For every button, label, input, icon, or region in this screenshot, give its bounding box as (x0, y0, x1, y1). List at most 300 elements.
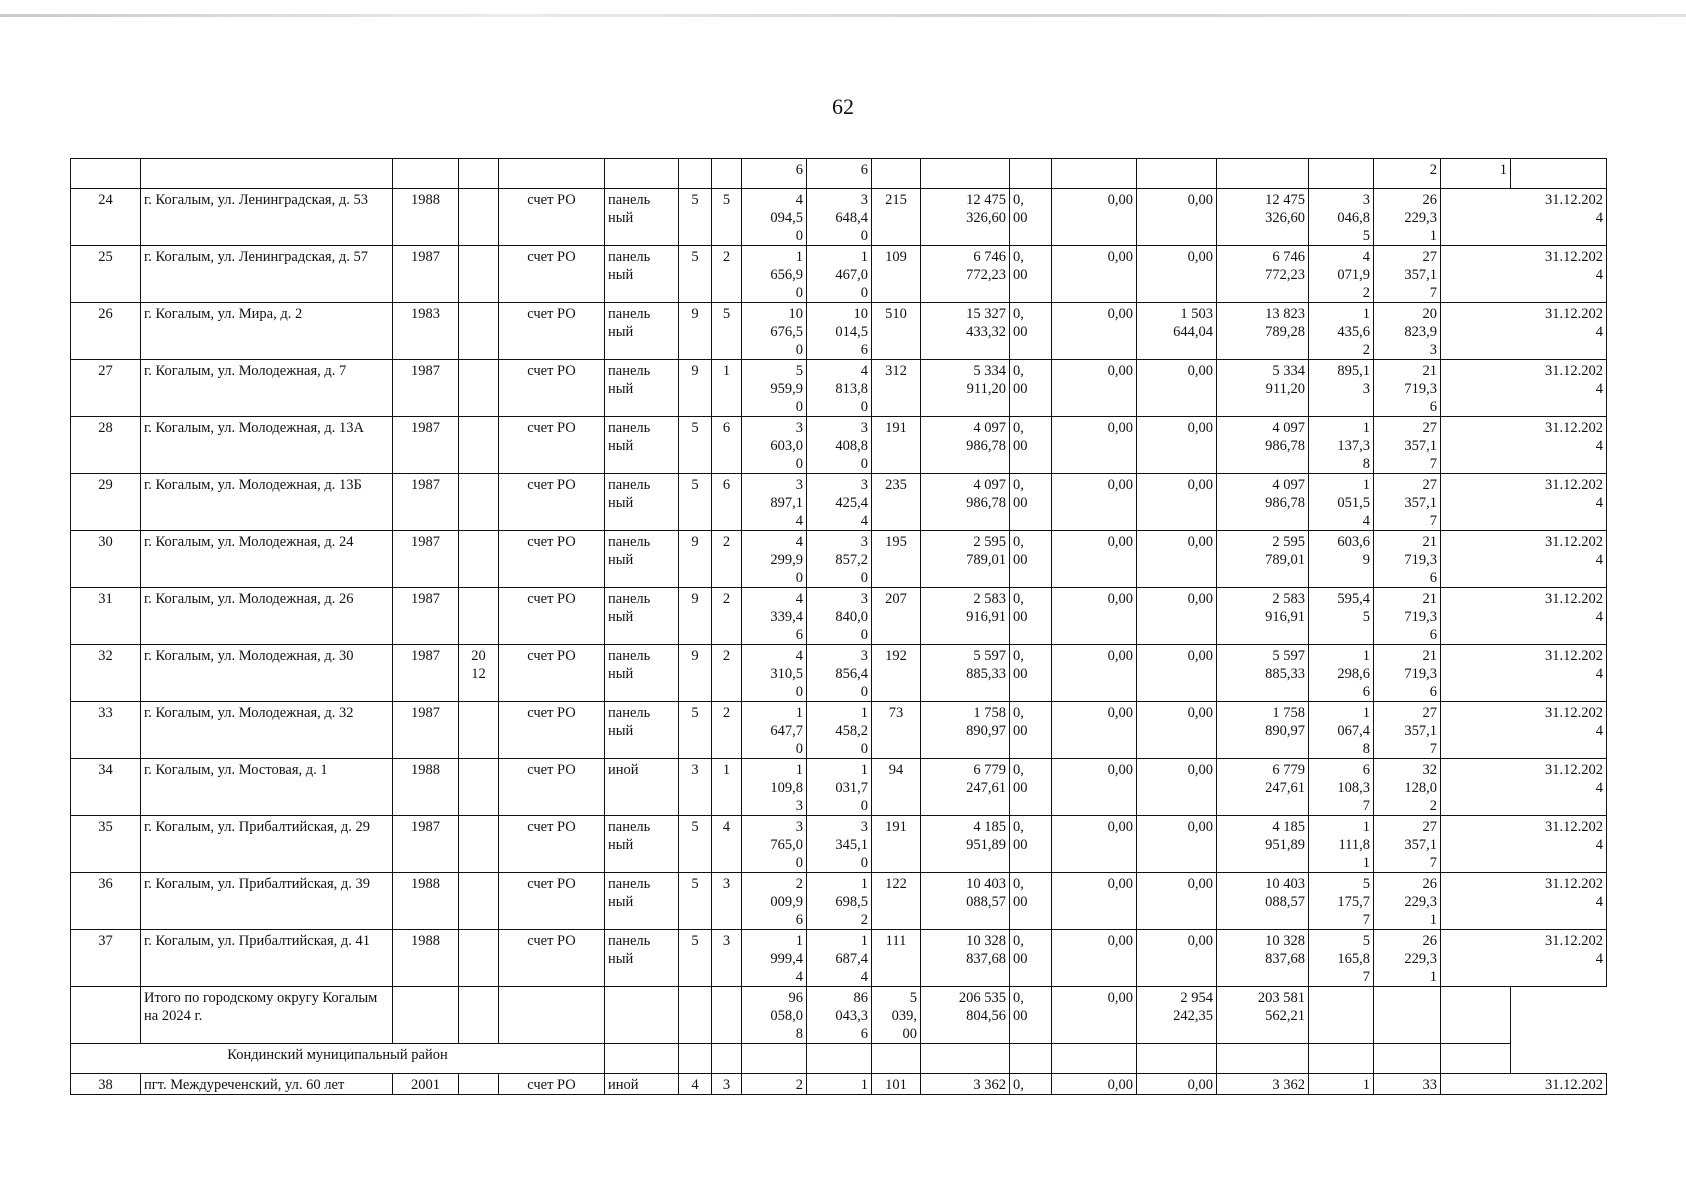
cell (712, 1044, 742, 1074)
cell-v2: 0,00 (1137, 930, 1217, 987)
cell-cost: 10 403 088,57 (921, 873, 1010, 930)
cell-wall: панель ный (605, 474, 679, 531)
cell-wall: панель ный (605, 930, 679, 987)
cell-v2: 0,00 (1137, 531, 1217, 588)
cell-fl: 5 (679, 189, 712, 246)
cell-y2 (459, 474, 499, 531)
cell-v3: 1 758 890,97 (1217, 702, 1309, 759)
cell-v2: 0,00 (1137, 702, 1217, 759)
cell (1137, 1044, 1217, 1074)
cell-year: 1987 (393, 588, 459, 645)
cell-v1: 0,00 (1052, 702, 1137, 759)
cell-v3: 4 185 951,89 (1217, 816, 1309, 873)
cell (71, 987, 141, 1044)
table-row (71, 303, 1607, 360)
cell (499, 987, 605, 1044)
cell-y2 (459, 531, 499, 588)
cell-u2: 26 229,3 1 (1374, 930, 1441, 987)
cell-acc: счет РО (499, 417, 605, 474)
cell-a2: 1 (807, 1074, 872, 1095)
cell-year: 1987 (393, 360, 459, 417)
cell-n: 26 (71, 303, 141, 360)
cell-acc: счет РО (499, 246, 605, 303)
cell-a2: 3 856,4 0 (807, 645, 872, 702)
cell-y2 (459, 189, 499, 246)
cell-year: 1987 (393, 474, 459, 531)
cell-acc: счет РО (499, 759, 605, 816)
cell-n: 30 (71, 531, 141, 588)
cell-fl: 5 (679, 246, 712, 303)
cell-res: 510 (872, 303, 921, 360)
cell-v3: 5 597 885,33 (1217, 645, 1309, 702)
table-row (71, 189, 1607, 246)
cell-u1: 3 046,8 5 (1309, 189, 1374, 246)
cell-year: 1987 (393, 417, 459, 474)
cell-z: 0, 00 (1010, 588, 1052, 645)
cell-fl: 9 (679, 645, 712, 702)
cell-u1: 1 111,8 1 (1309, 816, 1374, 873)
cell-res: 195 (872, 531, 921, 588)
cell-z: 0, 00 (1010, 987, 1052, 1044)
cell-v1: 0,00 (1052, 930, 1137, 987)
cell-cost: 1 758 890,97 (921, 702, 1010, 759)
cell-n: 29 (71, 474, 141, 531)
cell-u1: 5 175,7 7 (1309, 873, 1374, 930)
cell-res: 312 (872, 360, 921, 417)
cell-date: 31.12.202 4 (1441, 588, 1607, 645)
cell-addr: г. Когалым, ул. Молодежная, д. 13Б (141, 474, 393, 531)
cell-cost: 10 328 837,68 (921, 930, 1010, 987)
total-label: Итого по городскому округу Когалым на 2024 г. (141, 987, 393, 1044)
cell-v3: 10 328 837,68 (1217, 930, 1309, 987)
cell-y2 (459, 702, 499, 759)
table-row (71, 873, 1607, 930)
cell-u1: 1 298,6 6 (1309, 645, 1374, 702)
cell-a1: 1 656,9 0 (742, 246, 807, 303)
cell (742, 1044, 807, 1074)
cell (872, 159, 921, 189)
cell-v2: 1 503 644,04 (1137, 303, 1217, 360)
cell-a1: 5 959,9 0 (742, 360, 807, 417)
cell-fl: 5 (679, 930, 712, 987)
cell-res: 215 (872, 189, 921, 246)
cell-year: 1988 (393, 873, 459, 930)
cell-v3: 2 583 916,91 (1217, 588, 1309, 645)
cell-cost: 5 334 911,20 (921, 360, 1010, 417)
cell-v2: 0,00 (1137, 588, 1217, 645)
cell-acc: счет РО (499, 816, 605, 873)
cell (1217, 159, 1309, 189)
cell-v2: 0,00 (1137, 873, 1217, 930)
cell (679, 987, 712, 1044)
cell-u1: 4 071,9 2 (1309, 246, 1374, 303)
cell-acc: счет РО (499, 702, 605, 759)
cell-y2: 20 12 (459, 645, 499, 702)
cell-u2: 27 357,1 7 (1374, 474, 1441, 531)
cell-z: 0, 00 (1010, 246, 1052, 303)
cell-wall: панель ный (605, 816, 679, 873)
cell (712, 159, 742, 189)
cell-v3: 2 595 789,01 (1217, 531, 1309, 588)
cell-en: 3 (712, 1074, 742, 1095)
cell (679, 1044, 712, 1074)
table-row (71, 531, 1607, 588)
cell-wall: панель ный (605, 360, 679, 417)
cell-en: 4 (712, 816, 742, 873)
cell-u1: 895,1 3 (1309, 360, 1374, 417)
table-row (71, 588, 1607, 645)
cell-date: 31.12.202 4 (1441, 873, 1607, 930)
cell-year: 1987 (393, 246, 459, 303)
cell-z: 0, (1010, 1074, 1052, 1095)
section-title: Кондинский муниципальный район (71, 1044, 605, 1074)
cell-en: 2 (712, 702, 742, 759)
cell-wall: панель ный (605, 246, 679, 303)
cell-date: 31.12.202 4 (1441, 816, 1607, 873)
cell-v2: 0,00 (1137, 759, 1217, 816)
cell-date: 31.12.202 4 (1441, 246, 1607, 303)
cell-v1: 0,00 (1052, 645, 1137, 702)
cell-z: 0, 00 (1010, 702, 1052, 759)
cell-v3: 5 334 911,20 (1217, 360, 1309, 417)
table-row (71, 930, 1607, 987)
cell-fl: 5 (679, 702, 712, 759)
cell (1441, 987, 1511, 1044)
table-row (71, 645, 1607, 702)
cell-v1: 0,00 (1052, 303, 1137, 360)
cell-n: 34 (71, 759, 141, 816)
cell-a1: 3 603,0 0 (742, 417, 807, 474)
cell-wall: иной (605, 759, 679, 816)
cell-wall: иной (605, 1074, 679, 1095)
cell-wall: панель ный (605, 588, 679, 645)
cell-a2: 4 813,8 0 (807, 360, 872, 417)
cell-cost: 12 475 326,60 (921, 189, 1010, 246)
cell-en: 3 (712, 873, 742, 930)
cell-addr: г. Когалым, ул. Молодежная, д. 26 (141, 588, 393, 645)
cell-v1: 0,00 (1052, 360, 1137, 417)
cell-acc: счет РО (499, 588, 605, 645)
cell-v3: 4 097 986,78 (1217, 474, 1309, 531)
cell (1374, 987, 1441, 1044)
cell-u2: 21 719,3 6 (1374, 360, 1441, 417)
cell-addr: г. Когалым, ул. Мостовая, д. 1 (141, 759, 393, 816)
cell-wall: панель ный (605, 531, 679, 588)
cell-date: 31.12.202 4 (1441, 360, 1607, 417)
cell-res: 109 (872, 246, 921, 303)
cell-year: 1988 (393, 930, 459, 987)
cell-z: 0, 00 (1010, 873, 1052, 930)
cell-cost: 6 779 247,61 (921, 759, 1010, 816)
cell-a1: 1 647,7 0 (742, 702, 807, 759)
cell-v2: 0,00 (1137, 645, 1217, 702)
cell-u1: 595,4 5 (1309, 588, 1374, 645)
cell-addr: г. Когалым, ул. Прибалтийская, д. 39 (141, 873, 393, 930)
cell-z: 0, 00 (1010, 189, 1052, 246)
cell (1309, 159, 1374, 189)
scan-edge-artifact (0, 14, 1686, 17)
cell-fl: 3 (679, 759, 712, 816)
cell-v1: 0,00 (1052, 873, 1137, 930)
cell-en: 2 (712, 531, 742, 588)
cell-wall: панель ный (605, 873, 679, 930)
cell-en: 2 (712, 246, 742, 303)
cell-u2: 21 719,3 6 (1374, 588, 1441, 645)
cell-a2: 1 698,5 2 (807, 873, 872, 930)
cell-cost: 5 597 885,33 (921, 645, 1010, 702)
cell-a2: 3 648,4 0 (807, 189, 872, 246)
cell-cost: 206 535 804,56 (921, 987, 1010, 1044)
cell-date: 31.12.202 4 (1441, 645, 1607, 702)
cell-acc: счет РО (499, 189, 605, 246)
cell-u2: 27 357,1 7 (1374, 417, 1441, 474)
cell-u2: 27 357,1 7 (1374, 816, 1441, 873)
cell-date: 31.12.202 4 (1441, 702, 1607, 759)
cell: 1 (1441, 159, 1511, 189)
cell: 6 (807, 159, 872, 189)
cell-res: 101 (872, 1074, 921, 1095)
cell-en: 3 (712, 930, 742, 987)
cell-res: 111 (872, 930, 921, 987)
table-row (71, 246, 1607, 303)
cell-acc: счет РО (499, 474, 605, 531)
cell-date: 31.12.202 4 (1441, 930, 1607, 987)
cell-year: 1987 (393, 816, 459, 873)
cell-fl: 9 (679, 531, 712, 588)
cell-wall: панель ный (605, 702, 679, 759)
cell-v3: 3 362 (1217, 1074, 1309, 1095)
cell-a2: 3 345,1 0 (807, 816, 872, 873)
housing-register-table (70, 158, 1607, 1095)
cell-y2 (459, 930, 499, 987)
cell-n: 28 (71, 417, 141, 474)
cell (499, 159, 605, 189)
table-row-continuation (71, 159, 1607, 189)
cell-v3: 6 746 772,23 (1217, 246, 1309, 303)
page-number: 62 (832, 94, 854, 119)
cell-n: 24 (71, 189, 141, 246)
cell-a1: 4 339,4 6 (742, 588, 807, 645)
cell-acc: счет РО (499, 360, 605, 417)
cell-v1: 0,00 (1052, 588, 1137, 645)
cell-n: 33 (71, 702, 141, 759)
cell-cost: 4 185 951,89 (921, 816, 1010, 873)
cell-n: 32 (71, 645, 141, 702)
cell-addr: г. Когалым, ул. Молодежная, д. 32 (141, 702, 393, 759)
cell (141, 159, 393, 189)
cell-a1: 2 009,9 6 (742, 873, 807, 930)
cell-en: 2 (712, 588, 742, 645)
cell-u1: 1 137,3 8 (1309, 417, 1374, 474)
cell: 2 (1374, 159, 1441, 189)
section-header-row (71, 1044, 1607, 1074)
cell-wall: панель ный (605, 303, 679, 360)
cell-wall: панель ный (605, 417, 679, 474)
table-row (71, 474, 1607, 531)
cell-v2: 0,00 (1137, 474, 1217, 531)
cell-acc: счет РО (499, 1074, 605, 1095)
cell-v2: 0,00 (1137, 816, 1217, 873)
cell-v2: 0,00 (1137, 417, 1217, 474)
cell-res: 191 (872, 816, 921, 873)
table-row (71, 417, 1607, 474)
cell-date: 31.12.202 (1441, 1074, 1607, 1095)
cell (605, 987, 679, 1044)
cell-cost: 3 362 (921, 1074, 1010, 1095)
cell-u1: 1 435,6 2 (1309, 303, 1374, 360)
cell-y2 (459, 303, 499, 360)
cell-a1: 1 999,4 4 (742, 930, 807, 987)
cell-addr: г. Когалым, ул. Молодежная, д. 13А (141, 417, 393, 474)
table-row (71, 759, 1607, 816)
cell-y2 (459, 588, 499, 645)
cell (1137, 159, 1217, 189)
cell-res: 122 (872, 873, 921, 930)
cell-u2: 20 823,9 3 (1374, 303, 1441, 360)
cell-z: 0, 00 (1010, 474, 1052, 531)
cell-v3: 6 779 247,61 (1217, 759, 1309, 816)
cell-addr: пгт. Междуреченский, ул. 60 лет (141, 1074, 393, 1095)
cell-y2 (459, 417, 499, 474)
cell-n: 36 (71, 873, 141, 930)
cell-a1: 2 (742, 1074, 807, 1095)
cell-v2: 0,00 (1137, 1074, 1217, 1095)
cell (1511, 159, 1607, 189)
cell-a2: 3 425,4 4 (807, 474, 872, 531)
cell (1441, 1044, 1511, 1074)
cell (1052, 1044, 1137, 1074)
cell-a1: 1 109,8 3 (742, 759, 807, 816)
cell-v3: 12 475 326,60 (1217, 189, 1309, 246)
cell-en: 1 (712, 759, 742, 816)
cell-z: 0, 00 (1010, 930, 1052, 987)
cell-acc: счет РО (499, 930, 605, 987)
cell (1309, 987, 1374, 1044)
cell-year: 1987 (393, 702, 459, 759)
cell-a2: 1 458,2 0 (807, 702, 872, 759)
cell-en: 5 (712, 189, 742, 246)
cell-en: 5 (712, 303, 742, 360)
cell-fl: 5 (679, 417, 712, 474)
cell-res: 94 (872, 759, 921, 816)
cell (712, 987, 742, 1044)
cell-fl: 4 (679, 1074, 712, 1095)
cell-z: 0, 00 (1010, 816, 1052, 873)
cell-a1: 4 094,5 0 (742, 189, 807, 246)
cell-v1: 0,00 (1052, 189, 1137, 246)
cell-year: 1987 (393, 531, 459, 588)
cell-v1: 0,00 (1052, 474, 1137, 531)
cell-cost: 2 595 789,01 (921, 531, 1010, 588)
cell-u2: 21 719,3 6 (1374, 531, 1441, 588)
cell-addr: г. Когалым, ул. Ленинградская, д. 57 (141, 246, 393, 303)
cell (393, 159, 459, 189)
cell-y2 (459, 759, 499, 816)
cell-addr: г. Когалым, ул. Молодежная, д. 30 (141, 645, 393, 702)
cell-v1: 0,00 (1052, 1074, 1137, 1095)
cell-z: 0, 00 (1010, 645, 1052, 702)
cell-cost: 4 097 986,78 (921, 417, 1010, 474)
cell-u1: 6 108,3 7 (1309, 759, 1374, 816)
cell (1374, 1044, 1441, 1074)
cell-date: 31.12.202 4 (1441, 759, 1607, 816)
table-row (71, 816, 1607, 873)
cell-v3: 4 097 986,78 (1217, 417, 1309, 474)
cell-acc: счет РО (499, 873, 605, 930)
cell-v2: 0,00 (1137, 360, 1217, 417)
cell-acc: счет РО (499, 303, 605, 360)
cell-wall: панель ный (605, 189, 679, 246)
cell-date: 31.12.202 4 (1441, 474, 1607, 531)
cell (605, 159, 679, 189)
cell-cost: 4 097 986,78 (921, 474, 1010, 531)
cell-z: 0, 00 (1010, 759, 1052, 816)
cell (1309, 1044, 1374, 1074)
cell-addr: г. Когалым, ул. Прибалтийская, д. 41 (141, 930, 393, 987)
cell (459, 159, 499, 189)
cell-z: 0, 00 (1010, 531, 1052, 588)
cell-a1: 4 299,9 0 (742, 531, 807, 588)
table-row-partial (71, 1074, 1607, 1095)
cell-fl: 9 (679, 360, 712, 417)
cell-acc: счет РО (499, 645, 605, 702)
cell (459, 987, 499, 1044)
cell (393, 987, 459, 1044)
cell-res: 73 (872, 702, 921, 759)
cell-en: 6 (712, 474, 742, 531)
cell-a2: 1 031,7 0 (807, 759, 872, 816)
cell-en: 6 (712, 417, 742, 474)
cell-year: 1983 (393, 303, 459, 360)
cell-y2 (459, 1074, 499, 1095)
cell-u2: 21 719,3 6 (1374, 645, 1441, 702)
cell (1010, 159, 1052, 189)
cell (679, 159, 712, 189)
cell-fl: 5 (679, 816, 712, 873)
cell-v1: 0,00 (1052, 417, 1137, 474)
cell-u2: 26 229,3 1 (1374, 873, 1441, 930)
cell-fl: 9 (679, 588, 712, 645)
cell-u1: 603,6 9 (1309, 531, 1374, 588)
cell-year: 2001 (393, 1074, 459, 1095)
cell-v1: 0,00 (1052, 531, 1137, 588)
cell-u1: 1 051,5 4 (1309, 474, 1374, 531)
cell-cost: 15 327 433,32 (921, 303, 1010, 360)
cell (1010, 1044, 1052, 1074)
cell-wall: панель ный (605, 645, 679, 702)
cell-v1: 0,00 (1052, 816, 1137, 873)
cell-y2 (459, 816, 499, 873)
cell-v3: 13 823 789,28 (1217, 303, 1309, 360)
cell-n: 35 (71, 816, 141, 873)
cell-a2: 3 408,8 0 (807, 417, 872, 474)
cell-addr: г. Когалым, ул. Ленинградская, д. 53 (141, 189, 393, 246)
cell-v1: 0,00 (1052, 987, 1137, 1044)
cell (921, 1044, 1010, 1074)
cell-date: 31.12.202 4 (1441, 189, 1607, 246)
cell-acc: счет РО (499, 531, 605, 588)
cell-v2: 0,00 (1137, 189, 1217, 246)
cell-z: 0, 00 (1010, 360, 1052, 417)
cell-z: 0, 00 (1010, 417, 1052, 474)
cell-v2: 2 954 242,35 (1137, 987, 1217, 1044)
cell-year: 1988 (393, 759, 459, 816)
cell-u2: 33 (1374, 1074, 1441, 1095)
cell-a2: 3 840,0 0 (807, 588, 872, 645)
cell (71, 159, 141, 189)
cell-a2: 1 687,4 4 (807, 930, 872, 987)
cell-a1: 3 897,1 4 (742, 474, 807, 531)
